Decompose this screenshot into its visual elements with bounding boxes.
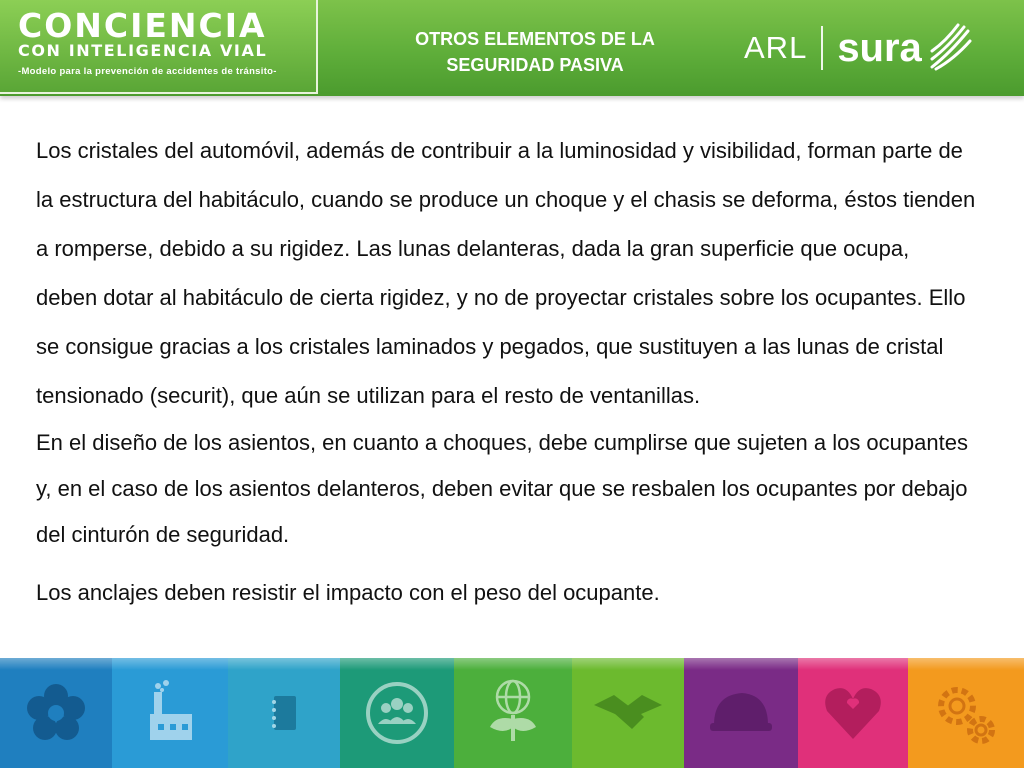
flower-icon xyxy=(21,678,91,748)
paragraph-seats: En el diseño de los asientos, en cuanto a choques, debe cumplirse que sujeten a los ocupantes y, en el caso de los asientos delanteros, deben evitar que se resbalen los ocupantes por debajo del cinturón de seguridad. xyxy=(36,430,968,547)
header-bar xyxy=(0,0,1024,96)
footer-tile xyxy=(798,658,908,768)
factory-icon xyxy=(140,678,200,748)
brand-arl-text: ARL xyxy=(744,30,808,65)
slide-body xyxy=(36,126,976,616)
footer-tile xyxy=(228,658,340,768)
arl-sura-logo xyxy=(744,20,972,76)
sura-wing-icon xyxy=(928,23,972,73)
conciencia-logo xyxy=(0,0,318,94)
paragraph-windows: Los cristales del automóvil, además de contribuir a la luminosidad y visibilidad, forman parte de la estructura del habitáculo, cuando se produce un choque y el chasis se deforma, éstos tienden a romperse, debido a su rigidez. Las lunas delanteras, dada la gran superficie que ocupa, deben dotar al habitáculo de cierta rigidez, y no de proyectar cristales sobre los ocupantes. Ello se consigue gracias a los cristales laminados y pegados, que sustituyen a las lunas de cristal tensionado (securit), que aún se utilizan para el resto de ventanillas. xyxy=(36,138,976,408)
footer-tile xyxy=(572,658,684,768)
footer-tile xyxy=(684,658,798,768)
globe-plant-icon xyxy=(482,675,544,751)
brand-sura-text: sura xyxy=(837,25,922,70)
footer-tile xyxy=(112,658,228,768)
footer-icon-strip xyxy=(0,658,1024,768)
footer-tile xyxy=(454,658,572,768)
brand-divider xyxy=(821,26,823,70)
gears-icon xyxy=(929,676,1003,750)
heart-icon xyxy=(821,683,885,743)
paragraph-anchors: Los anclajes deben resistir el impacto con el peso del ocupante. xyxy=(36,580,660,605)
people-icon xyxy=(364,680,430,746)
footer-tile xyxy=(0,658,112,768)
logo-title: CONCIENCIA xyxy=(18,6,267,45)
slide-title xyxy=(350,26,720,78)
logo-tagline: -Modelo para la prevención de accidentes de tránsito- xyxy=(18,66,277,77)
footer-tile xyxy=(340,658,454,768)
slide-title-line1: OTROS ELEMENTOS DE LA xyxy=(415,29,655,49)
footer-tile xyxy=(908,658,1024,768)
slide-title-line2: SEGURIDAD PASIVA xyxy=(446,55,624,75)
helmet-icon xyxy=(706,685,776,741)
handshake-icon xyxy=(588,683,668,743)
notebook-icon xyxy=(264,688,304,738)
logo-subtitle: CON INTELIGENCIA VIAL xyxy=(18,41,268,60)
